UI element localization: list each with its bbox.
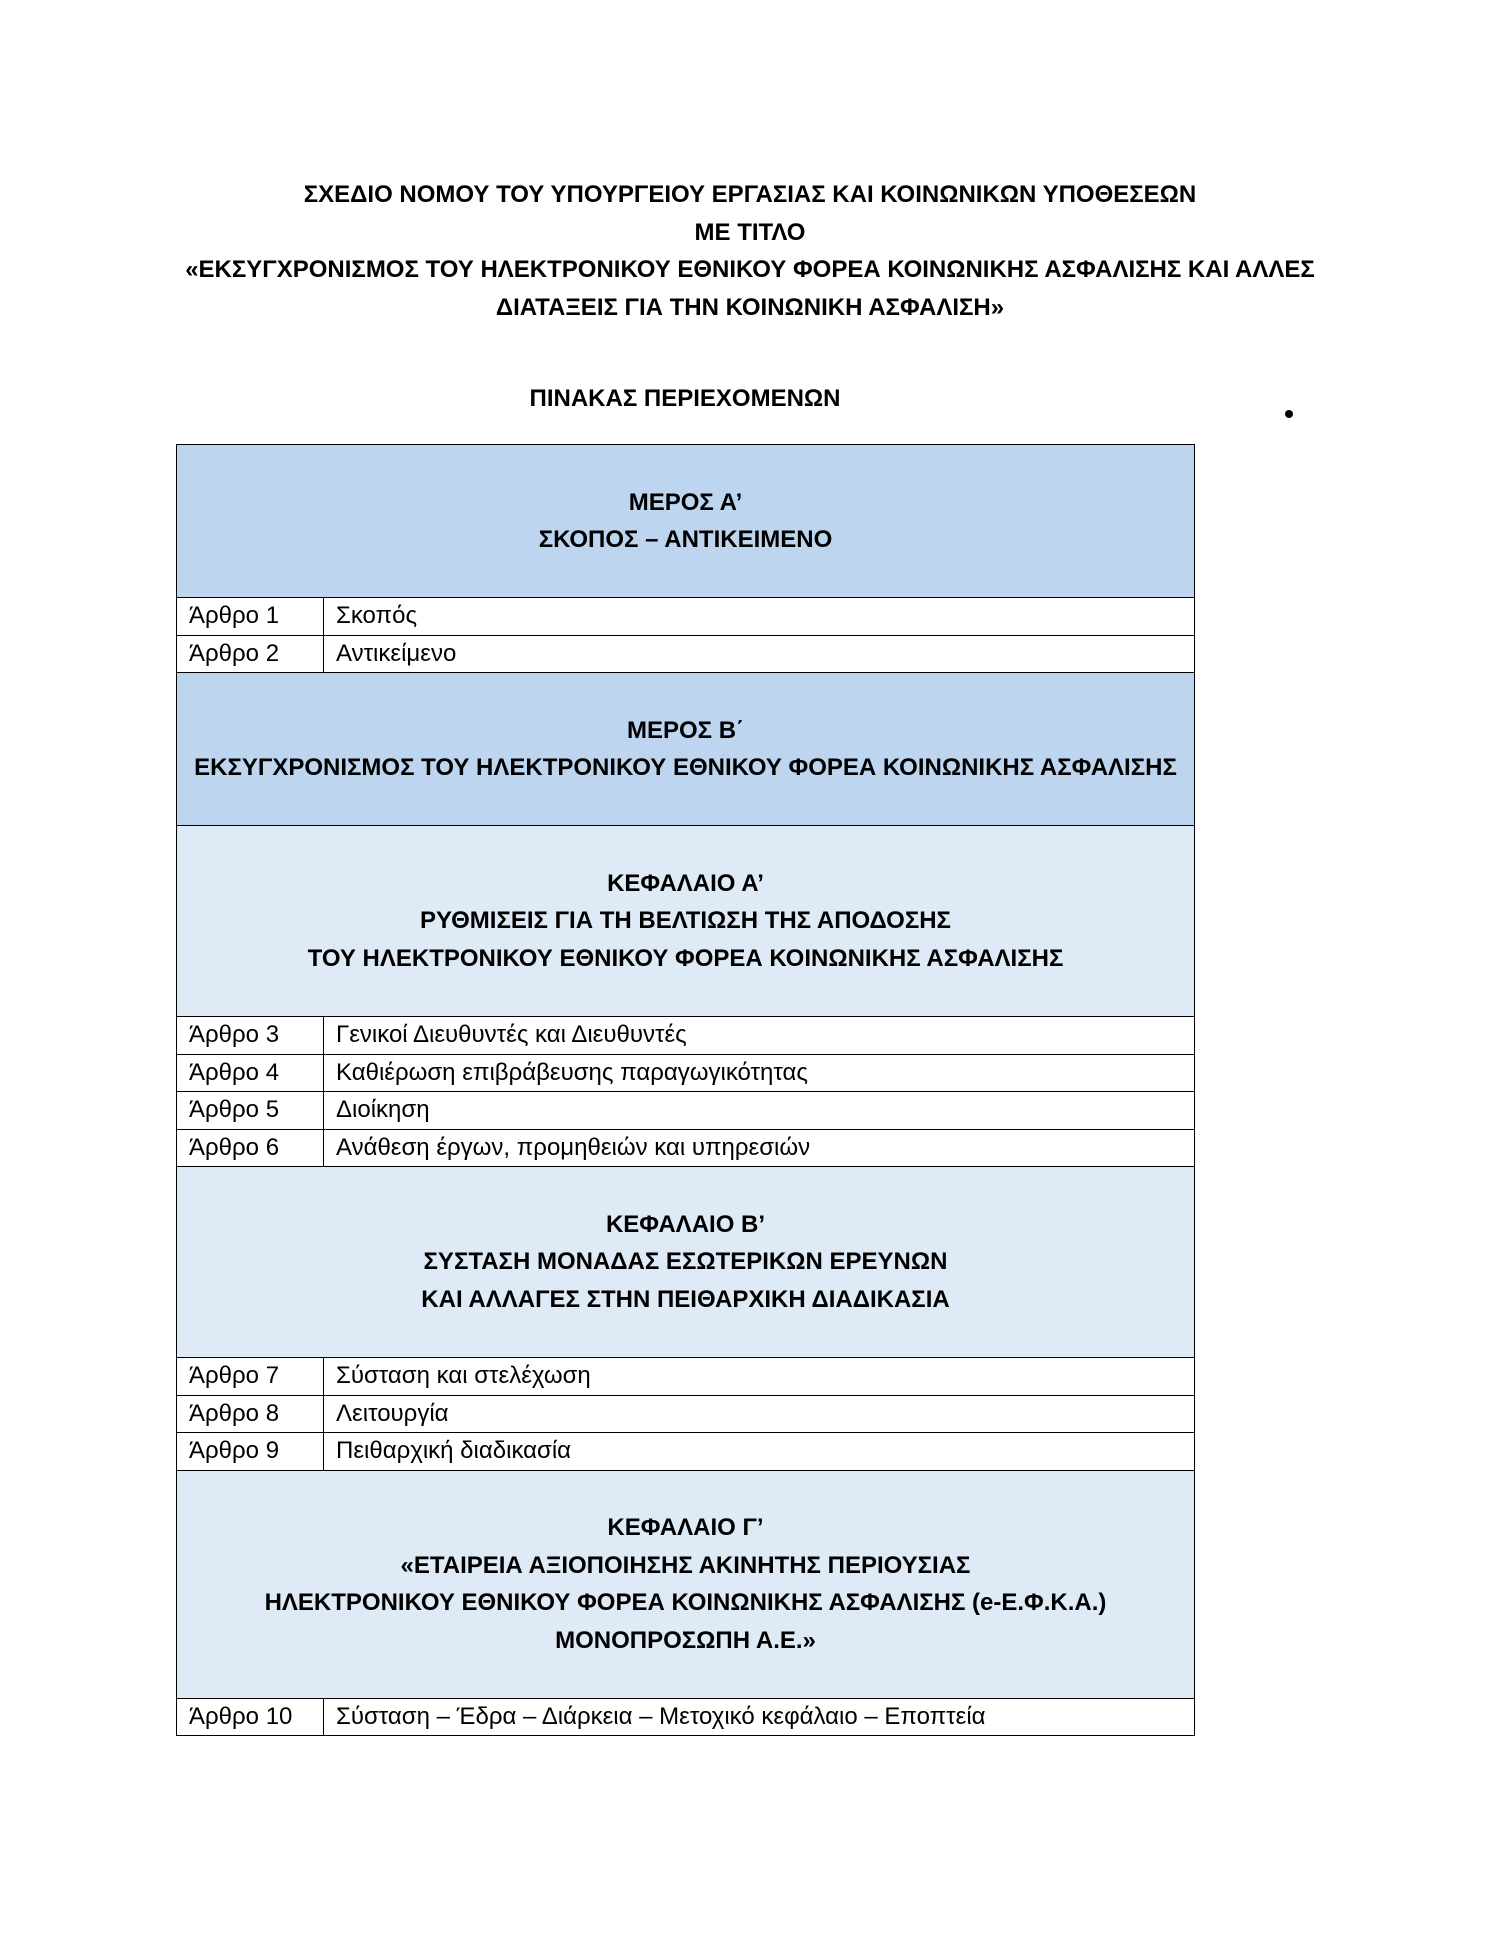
section-label: ΜΕΡΟΣ Β΄ — [626, 716, 745, 744]
title-line: ΜΕ ΤΙΤΛΟ — [694, 218, 806, 246]
article-number: Άρθρο 6 — [177, 1129, 324, 1167]
table-row — [177, 1395, 1195, 1433]
section-title: ΤΟΥ ΗΛΕΚΤΡΟΝΙΚΟΥ ΕΘΝΙΚΟΥ ΦΟΡΕΑ ΚΟΙΝΩΝΙΚΗΣ ΑΣΦΑΛΙΣΗΣ — [307, 944, 1064, 972]
table-row — [177, 1092, 1195, 1130]
table-row — [177, 598, 1195, 636]
section-label: ΜΕΡΟΣ Α’ — [628, 488, 743, 516]
section-title: ΣΚΟΠΟΣ – ΑΝΤΙΚΕΙΜΕΝΟ — [538, 526, 833, 553]
article-number: Άρθρο 4 — [177, 1054, 324, 1092]
section-title: ΚΑΙ ΑΛΛΑΓΕΣ ΣΤΗΝ ΠΕΙΘΑΡΧΙΚΗ ΔΙΑΔΙΚΑΣΙΑ — [421, 1285, 950, 1313]
article-title: Γενικοί Διευθυντές και Διευθυντές — [324, 1017, 1195, 1055]
article-number: Άρθρο 8 — [177, 1395, 324, 1433]
table-row — [177, 1054, 1195, 1092]
section-title: ΗΛΕΚΤΡΟΝΙΚΟΥ ΕΘΝΙΚΟΥ ΦΟΡΕΑ ΚΟΙΝΩΝΙΚΗΣ ΑΣΦΑΛΙΣΗΣ (e-Ε.Φ.Κ.Α.) — [264, 1589, 1107, 1616]
section-kefalaio-c — [177, 1470, 1195, 1698]
section-kefalaio-b — [177, 1167, 1195, 1358]
article-number: Άρθρο 3 — [177, 1017, 324, 1055]
toc-heading: ΠΙΝΑΚΑΣ ΠΕΡΙΕΧΟΜΕΝΩΝ — [529, 385, 841, 412]
section-title: ΣΥΣΤΑΣΗ ΜΟΝΑΔΑΣ ΕΣΩΤΕΡΙΚΩΝ ΕΡΕΥΝΩΝ — [423, 1248, 948, 1276]
table-row — [177, 1129, 1195, 1167]
section-title: ΡΥΘΜΙΣΕΙΣ ΓΙΑ ΤΗ ΒΕΛΤΙΩΣΗ ΤΗΣ ΑΠΟΔΟΣΗΣ — [420, 907, 951, 935]
title-line: ΣΧΕΔΙΟ ΝΟΜΟΥ ΤΟΥ ΥΠΟΥΡΓΕΙΟΥ ΕΡΓΑΣΙΑΣ ΚΑΙ ΚΟΙΝΩΝΙΚΩΝ ΥΠΟΘΕΣΕΩΝ — [303, 181, 1197, 208]
table-row — [177, 1017, 1195, 1055]
title-line: ΔΙΑΤΑΞΕΙΣ ΓΙΑ ΤΗΝ ΚΟΙΝΩΝΙΚΗ ΑΣΦΑΛΙΣΗ» — [495, 293, 1005, 321]
article-title: Σκοπός — [324, 598, 1195, 636]
article-title: Καθιέρωση επιβράβευσης παραγωγικότητας — [324, 1054, 1195, 1092]
article-number: Άρθρο 9 — [177, 1433, 324, 1471]
article-title: Αντικείμενο — [324, 635, 1195, 673]
article-number: Άρθρο 1 — [177, 598, 324, 636]
section-label: ΚΕΦΑΛΑΙΟ Γ’ — [607, 1514, 764, 1541]
article-number: Άρθρο 7 — [177, 1358, 324, 1396]
section-label: ΚΕΦΑΛΑΙΟ Β’ — [605, 1210, 766, 1238]
article-title: Σύσταση και στελέχωση — [324, 1358, 1195, 1396]
toc-table — [176, 444, 1195, 1736]
article-title: Σύσταση – Έδρα – Διάρκεια – Μετοχικό κεφάλαιο – Εποπτεία — [324, 1698, 1195, 1736]
article-title: Διοίκηση — [324, 1092, 1195, 1130]
bullet-dot — [1285, 410, 1293, 418]
article-number: Άρθρο 5 — [177, 1092, 324, 1130]
title-line: «ΕΚΣΥΓΧΡΟΝΙΣΜΟΣ ΤΟΥ ΗΛΕΚΤΡΟΝΙΚΟΥ ΕΘΝΙΚΟΥ ΦΟΡΕΑ ΚΟΙΝΩΝΙΚΗΣ ΑΣΦΑΛΙΣΗΣ ΚΑΙ ΑΛΛΕΣ — [185, 256, 1315, 283]
section-title: ΕΚΣΥΓΧΡΟΝΙΣΜΟΣ ΤΟΥ ΗΛΕΚΤΡΟΝΙΚΟΥ ΕΘΝΙΚΟΥ ΦΟΡΕΑ ΚΟΙΝΩΝΙΚΗΣ ΑΣΦΑΛΙΣΗΣ — [194, 754, 1177, 781]
section-meros-a — [177, 445, 1195, 598]
article-title: Λειτουργία — [324, 1395, 1195, 1433]
section-title: «ΕΤΑΙΡΕΙΑ ΑΞΙΟΠΟΙΗΣΗΣ ΑΚΙΝΗΤΗΣ ΠΕΡΙΟΥΣΙΑΣ — [400, 1551, 971, 1579]
document-title — [0, 176, 1500, 326]
article-title: Πειθαρχική διαδικασία — [324, 1433, 1195, 1471]
section-meros-b — [177, 673, 1195, 826]
table-row — [177, 1698, 1195, 1736]
section-title: ΜΟΝΟΠΡΟΣΩΠΗ Α.Ε.» — [555, 1626, 816, 1654]
section-label: ΚΕΦΑΛΑΙΟ Α’ — [607, 869, 764, 897]
table-row — [177, 1433, 1195, 1471]
section-kefalaio-a — [177, 826, 1195, 1017]
article-number: Άρθρο 2 — [177, 635, 324, 673]
article-number: Άρθρο 10 — [177, 1698, 324, 1736]
article-title: Ανάθεση έργων, προμηθειών και υπηρεσιών — [324, 1129, 1195, 1167]
table-row — [177, 635, 1195, 673]
table-row — [177, 1358, 1195, 1396]
